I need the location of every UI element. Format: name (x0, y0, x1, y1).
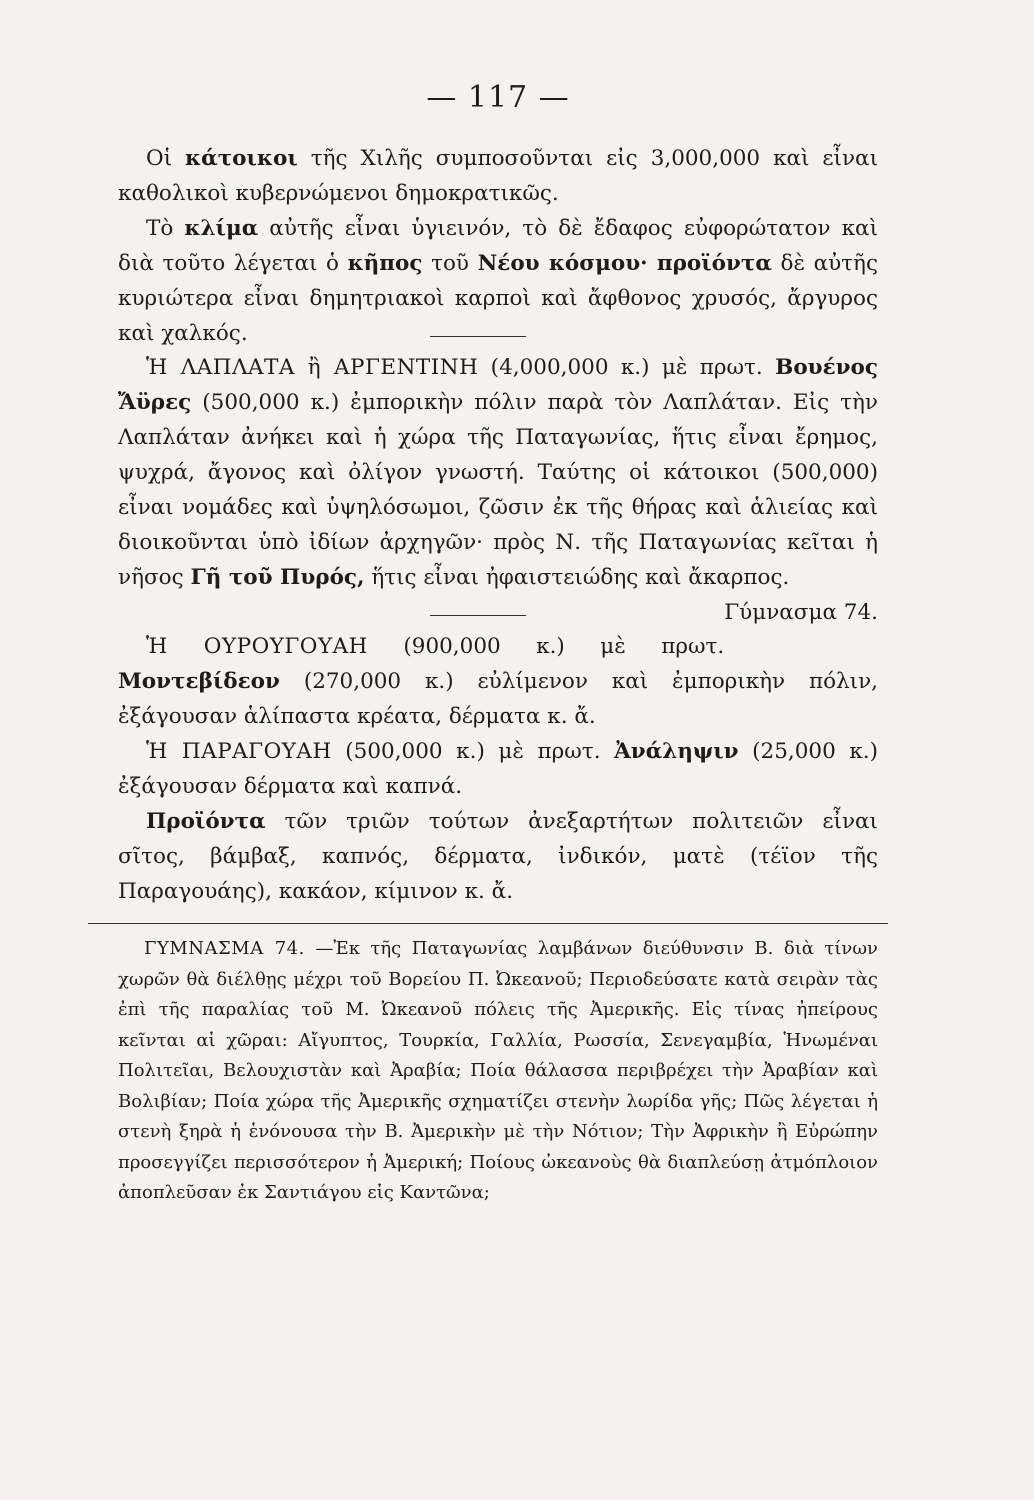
text: (25,000 κ.) ἐξάγουσαν δέρματα καὶ καπνά. (118, 739, 878, 799)
bold-term-inhabitants: κάτοικοι (185, 146, 298, 171)
bold-term-new-world-products: Νέου κόσμου· προϊόντα (477, 251, 772, 276)
text: τῆς Χιλῆς συμποσοῦνται εἰς 3,000,000 καὶ εἶναι καθολικοὶ κυβερνώμενοι δημοκρατικῶς. (118, 146, 879, 206)
paragraph-paraguay (118, 734, 878, 804)
paragraph-chile-inhabitants (118, 141, 878, 211)
bold-term-products: Προϊόντα (146, 809, 266, 834)
text: Οἱ (146, 146, 186, 171)
bold-term-buenos-aires: Βουένος Ἄϋρες (118, 355, 878, 415)
text: τῶν τριῶν τούτων ἀνεξαρτήτων πολιτειῶν εἶναι σῖτος, βάμβαξ, καπνός, δέρματα, ἰνδικόν, ματὲ (τέϊον τῆς Παραγουάης), κακάον, κίμινον κ. ἄ. (118, 809, 878, 904)
country-heading-uruguay: Ἡ ΟΥΡΟΥΓΟΥΑΗ (146, 634, 368, 659)
footnote-rule (88, 923, 888, 924)
exercise-reference: Γύμνασμα 74. (724, 600, 878, 625)
country-heading-paraguay: Ἡ ΠΑΡΑΓΟΥΑΗ (146, 739, 332, 764)
text: (500,000 κ.) ἐμπορικὴν πόλιν παρὰ τὸν Λαπλάταν. Εἰς τὴν Λαπλάταν ἀνήκει καὶ ἡ χώρα τῆς Παταγωνίας, ἥτις εἶναι ἔρημος, ψυχρά, ἄγονος καὶ ὀλίγον γνωστή. Ταύτης οἱ κάτοικοι (500,000) εἶναι νομάδες καὶ ὑψηλόσωμοι, ζῶσιν ἐκ τῆς θήρας καὶ ἁλιείας καὶ διοικοῦνται ὑπὸ ἰδίων ἀρχηγῶν· πρὸς Ν. τῆς Παταγωνίας κεῖται ἡ νῆσος (118, 390, 878, 590)
text: (900,000 κ.) μὲ πρωτ. (367, 634, 725, 659)
text: ἥτις εἶναι ἠφαιστειώδης καὶ ἄκαρπος. (364, 565, 790, 590)
bold-term-garden: κῆπος (347, 251, 423, 276)
exercise-label: ΓΥΜΝΑΣΜΑ 74. (144, 938, 305, 959)
exercise-block (118, 934, 878, 1209)
text: δὲ αὐτῆς κυριώτερα εἶναι δημητριακοὶ καρποὶ καὶ ἄφθονος χρυσός, ἄργυρος καὶ χαλκός. (118, 251, 878, 346)
section-separator (430, 336, 526, 337)
text: (500,000 κ.) μὲ πρωτ. (331, 739, 615, 764)
bold-term-tierra-del-fuego: Γῆ τοῦ Πυρός, (190, 565, 365, 590)
paragraph-chile-climate (118, 211, 878, 351)
text: Τὸ (146, 216, 185, 241)
exercise-text (118, 934, 878, 1209)
text: (4,000,000 κ.) μὲ πρωτ. (478, 355, 776, 380)
bold-term-climate: κλίμα (184, 216, 259, 241)
book-page (118, 80, 878, 1209)
paragraph-argentina (118, 350, 878, 625)
text: (270,000 κ.) εὐλίμενον καὶ ἐμπορικὴν πόλιν, ἐξάγουσαν ἁλίπαστα κρέατα, δέρματα κ. ἄ. (118, 669, 878, 729)
country-heading-argentina: Ἡ ΛΑΠΛΑΤΑ ἢ ΑΡΓΕΝΤΙΝΗ (146, 355, 479, 380)
bold-term-montevideo: Μοντεβίδεον (118, 669, 280, 694)
text: αὐτῆς εἶναι ὑγιεινόν, τὸ δὲ ἔδαφος εὐφορώτατον καὶ διὰ τοῦτο λέγεται ὁ (118, 216, 879, 276)
paragraph-uruguay (118, 629, 878, 734)
page-number: — 117 — (426, 80, 570, 115)
text: —Ἐκ τῆς Παταγωνίας λαμβάνων διεύθυνσιν Β. διὰ τίνων χωρῶν θὰ διέλθῃς μέχρι τοῦ Βορείου Π. Ὠκεανοῦ; Περιοδεύσατε κατὰ σειρὰν τὰς ἐπὶ τῆς παραλίας τοῦ Μ. Ὠκεανοῦ πόλεις τῆς Ἀμερικῆς. Εἰς τίνας ἠπείρους κεῖνται αἱ χῶραι: Αἴγυπτος, Τουρκία, Γαλλία, Ρωσσία, Σενεγαμβία, Ἡνωμέναι Πολιτεῖαι, Βελουχιστὰν καὶ Ἀραβία; Ποία θάλασσα περιβρέχει τὴν Ἀραβίαν καὶ Βολιβίαν; Ποία χώρα τῆς Ἀμερικῆς σχηματίζει στενὴν λωρίδα γῆς; Πῶς λέγεται ἡ στενὴ ξηρὰ ἡ ἑνόνουσα τὴν Β. Ἀμερικὴν μὲ τὴν Νότιον; Τὴν Ἀφρικὴν ἢ Εὐρώπην προσεγγίζει περισσότερον ἡ Ἀμερική; Ποίους ὠκεανοὺς θὰ διαπλεύσῃ ἀτμόπλοιον ἀποπλεῦσαν ἐκ Σαντιάγου εἰς Καντῶνα; (118, 938, 878, 1203)
bold-term-asuncion: Ἀνάληψιν (614, 739, 739, 764)
section-separator (430, 615, 526, 616)
text: τοῦ (422, 251, 478, 276)
paragraph-products (118, 804, 878, 909)
